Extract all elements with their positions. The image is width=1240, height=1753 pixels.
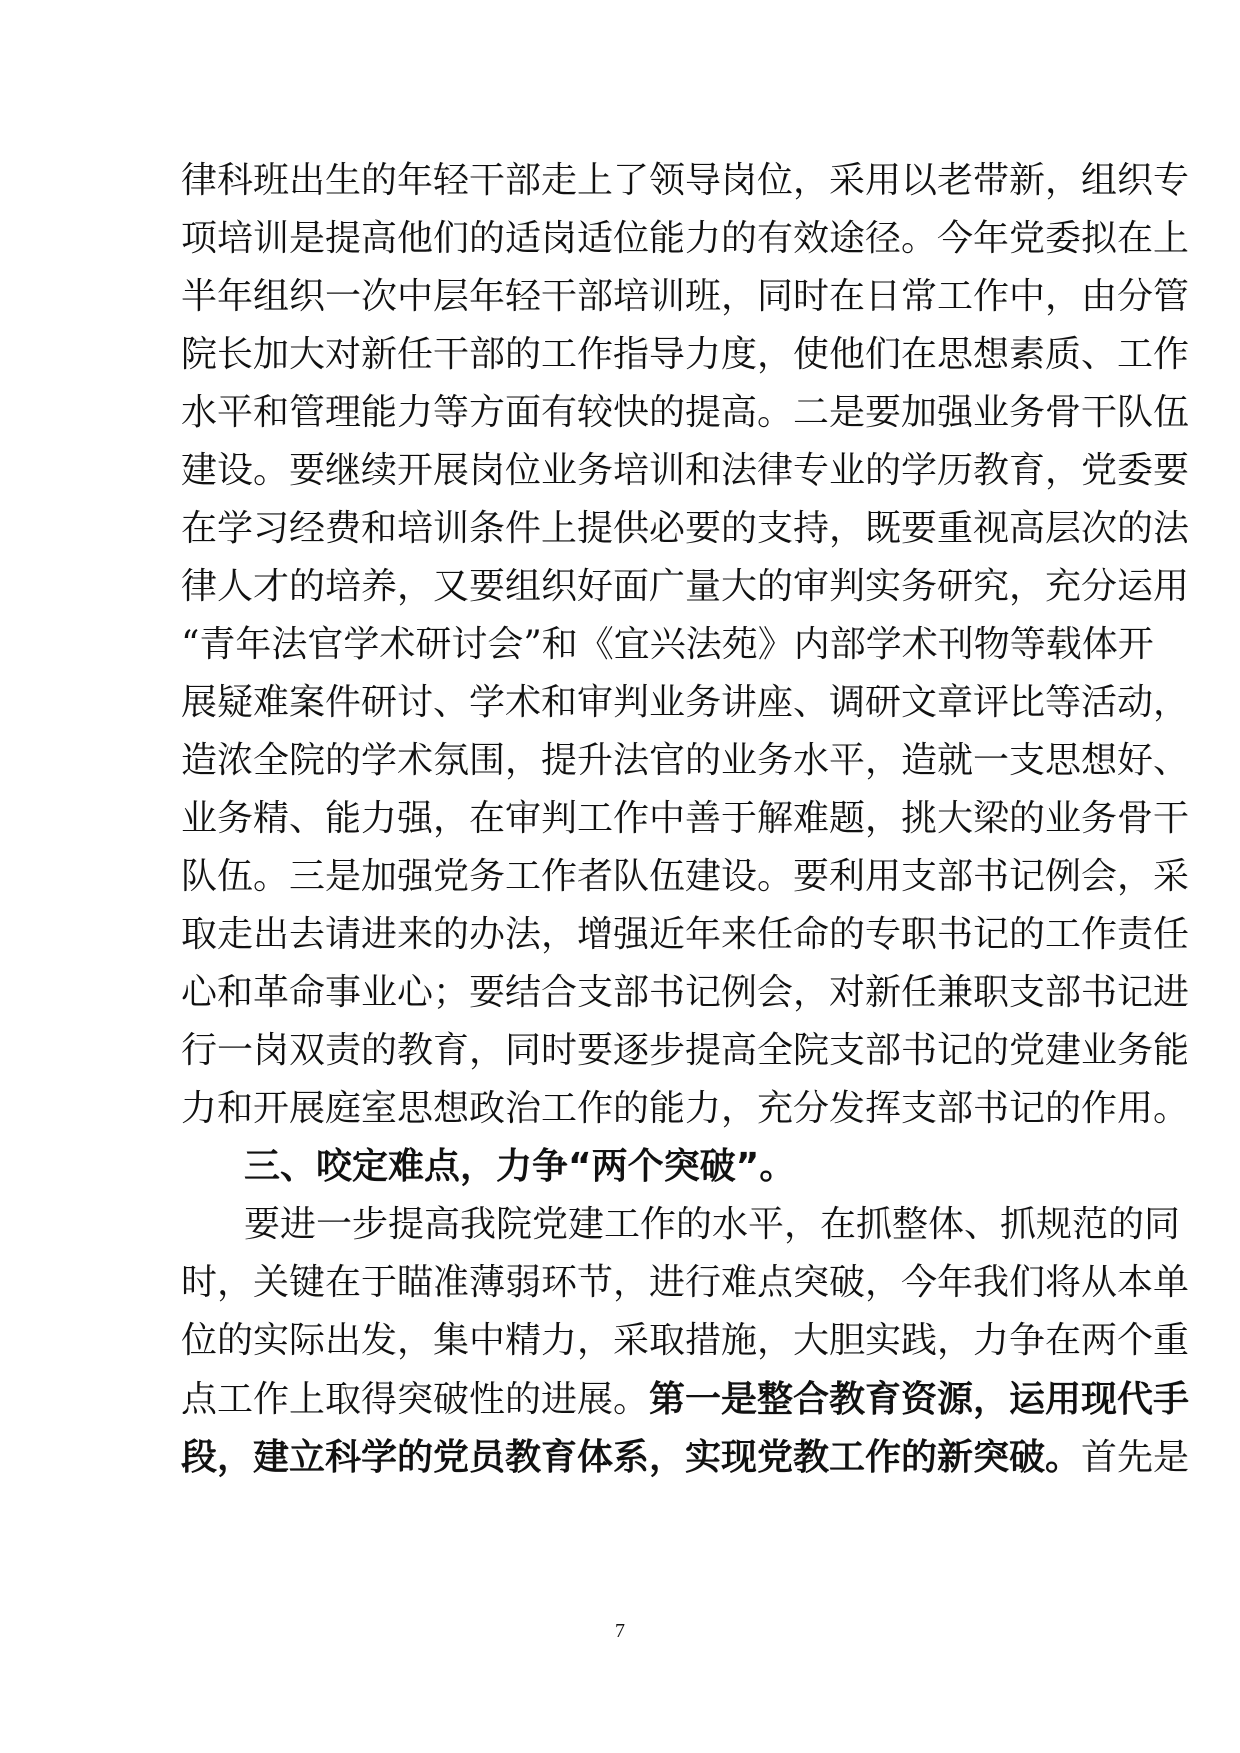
bold-text: 段，建立科学的党员教育体系，实现党教工作的新突破。	[181, 1436, 1082, 1478]
page-number: 7	[615, 1620, 625, 1642]
body-text-line: 项培训是提高他们的适岗适位能力的有效途径。今年党委拟在上	[181, 218, 1190, 259]
body-text-line-mixed	[181, 1428, 1190, 1486]
body-text-line: 造浓全院的学术氛围，提升法官的业务水平，造就一支思想好、	[181, 740, 1190, 781]
body-text-line: 力和开展庭室思想政治工作的能力，充分发挥支部书记的作用。	[181, 1088, 1190, 1129]
normal-text: 首先是	[1081, 1437, 1190, 1478]
body-text-line: 心和革命事业心；要结合支部书记例会，对新任兼职支部书记进	[181, 972, 1190, 1013]
body-text-line: 半年组织一次中层年轻干部培训班，同时在日常工作中，由分管	[181, 276, 1190, 317]
section-heading: 三、咬定难点，力争“两个突破”。	[244, 1146, 796, 1187]
body-text-line: 时，关键在于瞄准薄弱环节，进行难点突破，今年我们将从本单	[181, 1262, 1190, 1303]
body-text-line: 队伍。三是加强党务工作者队伍建设。要利用支部书记例会，采	[181, 856, 1190, 897]
body-text-line: 律科班出生的年轻干部走上了领导岗位，采用以老带新，组织专	[181, 160, 1190, 201]
body-text-line: 要进一步提高我院党建工作的水平，在抓整体、抓规范的同	[244, 1204, 1181, 1245]
body-text-line: 水平和管理能力等方面有较快的提高。二是要加强业务骨干队伍	[181, 392, 1190, 433]
body-text-line: 建设。要继续开展岗位业务培训和法律专业的学历教育，党委要	[181, 450, 1190, 491]
body-text-line: 取走出去请进来的办法，增强近年来任命的专职书记的工作责任	[181, 914, 1190, 955]
bold-text: 第一是整合教育资源，运用现代手	[649, 1378, 1190, 1420]
body-text-line: 律人才的培养，又要组织好面广量大的审判实务研究，充分运用	[181, 566, 1190, 607]
body-text-line: 院长加大对新任干部的工作指导力度，使他们在思想素质、工作	[181, 334, 1190, 375]
body-text-line: 行一岗双责的教育，同时要逐步提高全院支部书记的党建业务能	[181, 1030, 1190, 1071]
body-text-line: “青年法官学术研讨会”和《宜兴法苑》内部学术刊物等载体开	[181, 624, 1154, 665]
body-text-line-mixed	[181, 1370, 1190, 1428]
normal-text: 点工作上取得突破性的进展。	[181, 1379, 650, 1420]
body-text-line: 在学习经费和培训条件上提供必要的支持，既要重视高层次的法	[181, 508, 1190, 549]
body-text-line: 业务精、能力强，在审判工作中善于解难题，挑大梁的业务骨干	[181, 798, 1190, 839]
body-text-line: 位的实际出发，集中精力，采取措施，大胆实践，力争在两个重	[181, 1320, 1190, 1361]
body-text-line: 展疑难案件研讨、学术和审判业务讲座、调研文章评比等活动，	[181, 682, 1190, 723]
